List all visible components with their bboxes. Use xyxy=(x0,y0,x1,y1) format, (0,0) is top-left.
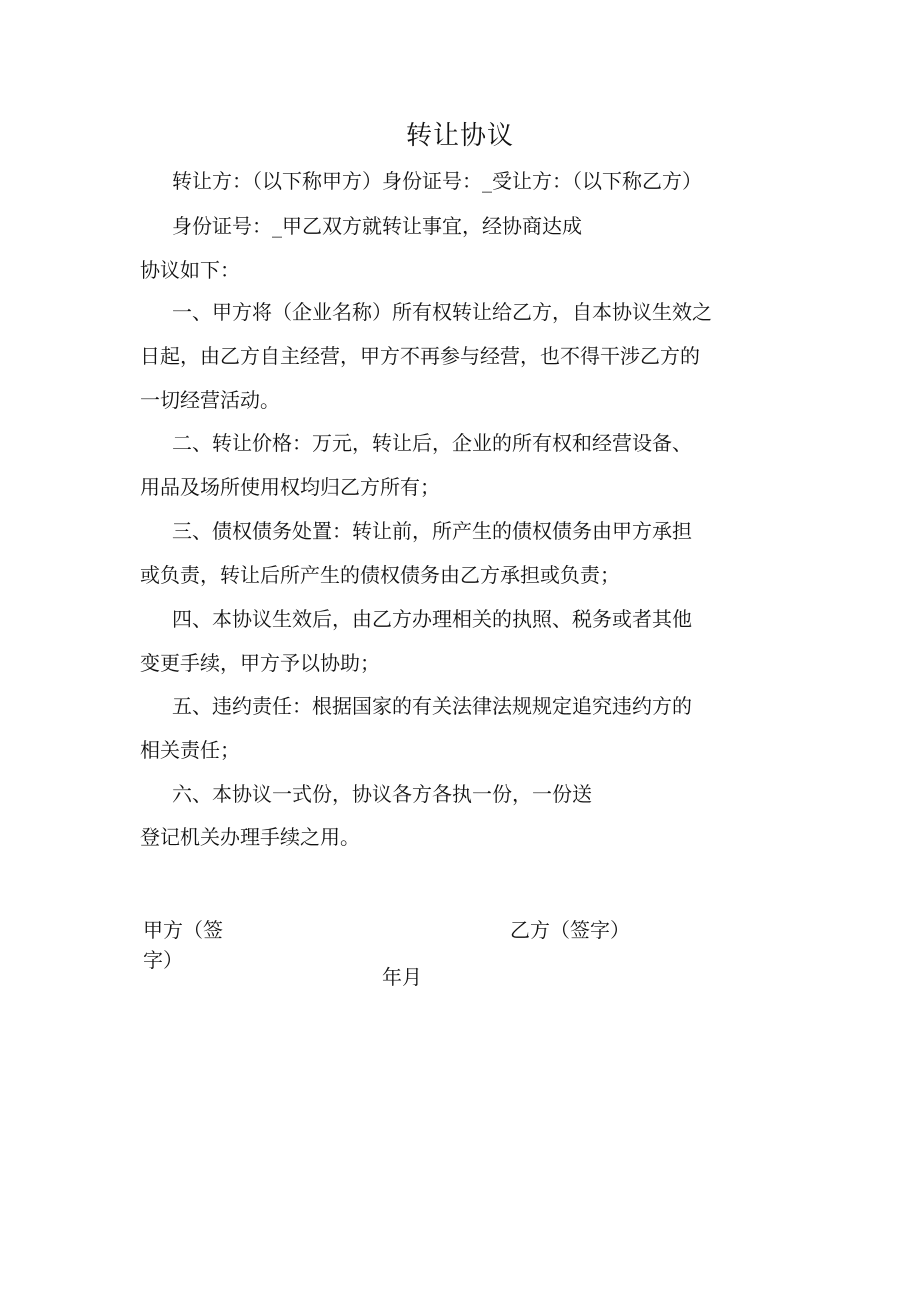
party-a-signature-label-1: 甲方（签 xyxy=(143,918,223,942)
clause-2-line-2: 用品及场所使用权均归乙方所有； xyxy=(140,475,440,499)
clause-5-line-2: 相关责任； xyxy=(140,738,240,762)
clause-4-line-2: 变更手续，甲方予以协助； xyxy=(140,651,380,675)
clause-2-line-1: 二、转让价格：万元，转让后，企业的所有权和经营设备、 xyxy=(172,431,692,455)
clause-5-line-1: 五、违约责任：根据国家的有关法律法规规定追究违约方的 xyxy=(172,694,692,718)
party-line-3: 协议如下： xyxy=(140,258,240,282)
clause-1-line-1: 一、甲方将（企业名称）所有权转让给乙方，自本协议生效之 xyxy=(172,300,712,324)
signature-date: 年月 xyxy=(382,965,422,989)
clause-3-line-2: 或负责，转让后所产生的债权债务由乙方承担或负责； xyxy=(140,563,620,587)
document-title: 转让协议 xyxy=(405,121,514,151)
party-line-2: 身份证号：_甲乙双方就转让事宜，经协商达成 xyxy=(172,214,582,238)
party-a-signature-label-2: 字） xyxy=(143,948,183,972)
clause-1-line-3: 一切经营活动。 xyxy=(140,388,280,412)
party-line-1: 转让方：（以下称甲方）身份证号：_受让方：（以下称乙方） xyxy=(172,169,702,193)
clause-6-line-1: 六、本协议一式份，协议各方各执一份，一份送 xyxy=(172,782,592,806)
clause-3-line-1: 三、债权债务处置：转让前，所产生的债权债务由甲方承担 xyxy=(172,519,692,543)
party-b-signature-label: 乙方（签字） xyxy=(510,918,630,942)
clause-6-line-2: 登记机关办理手续之用。 xyxy=(140,825,360,849)
clause-4-line-1: 四、本协议生效后，由乙方办理相关的执照、税务或者其他 xyxy=(172,607,692,631)
clause-1-line-2: 日起，由乙方自主经营，甲方不再参与经营，也不得干涉乙方的 xyxy=(140,344,700,368)
